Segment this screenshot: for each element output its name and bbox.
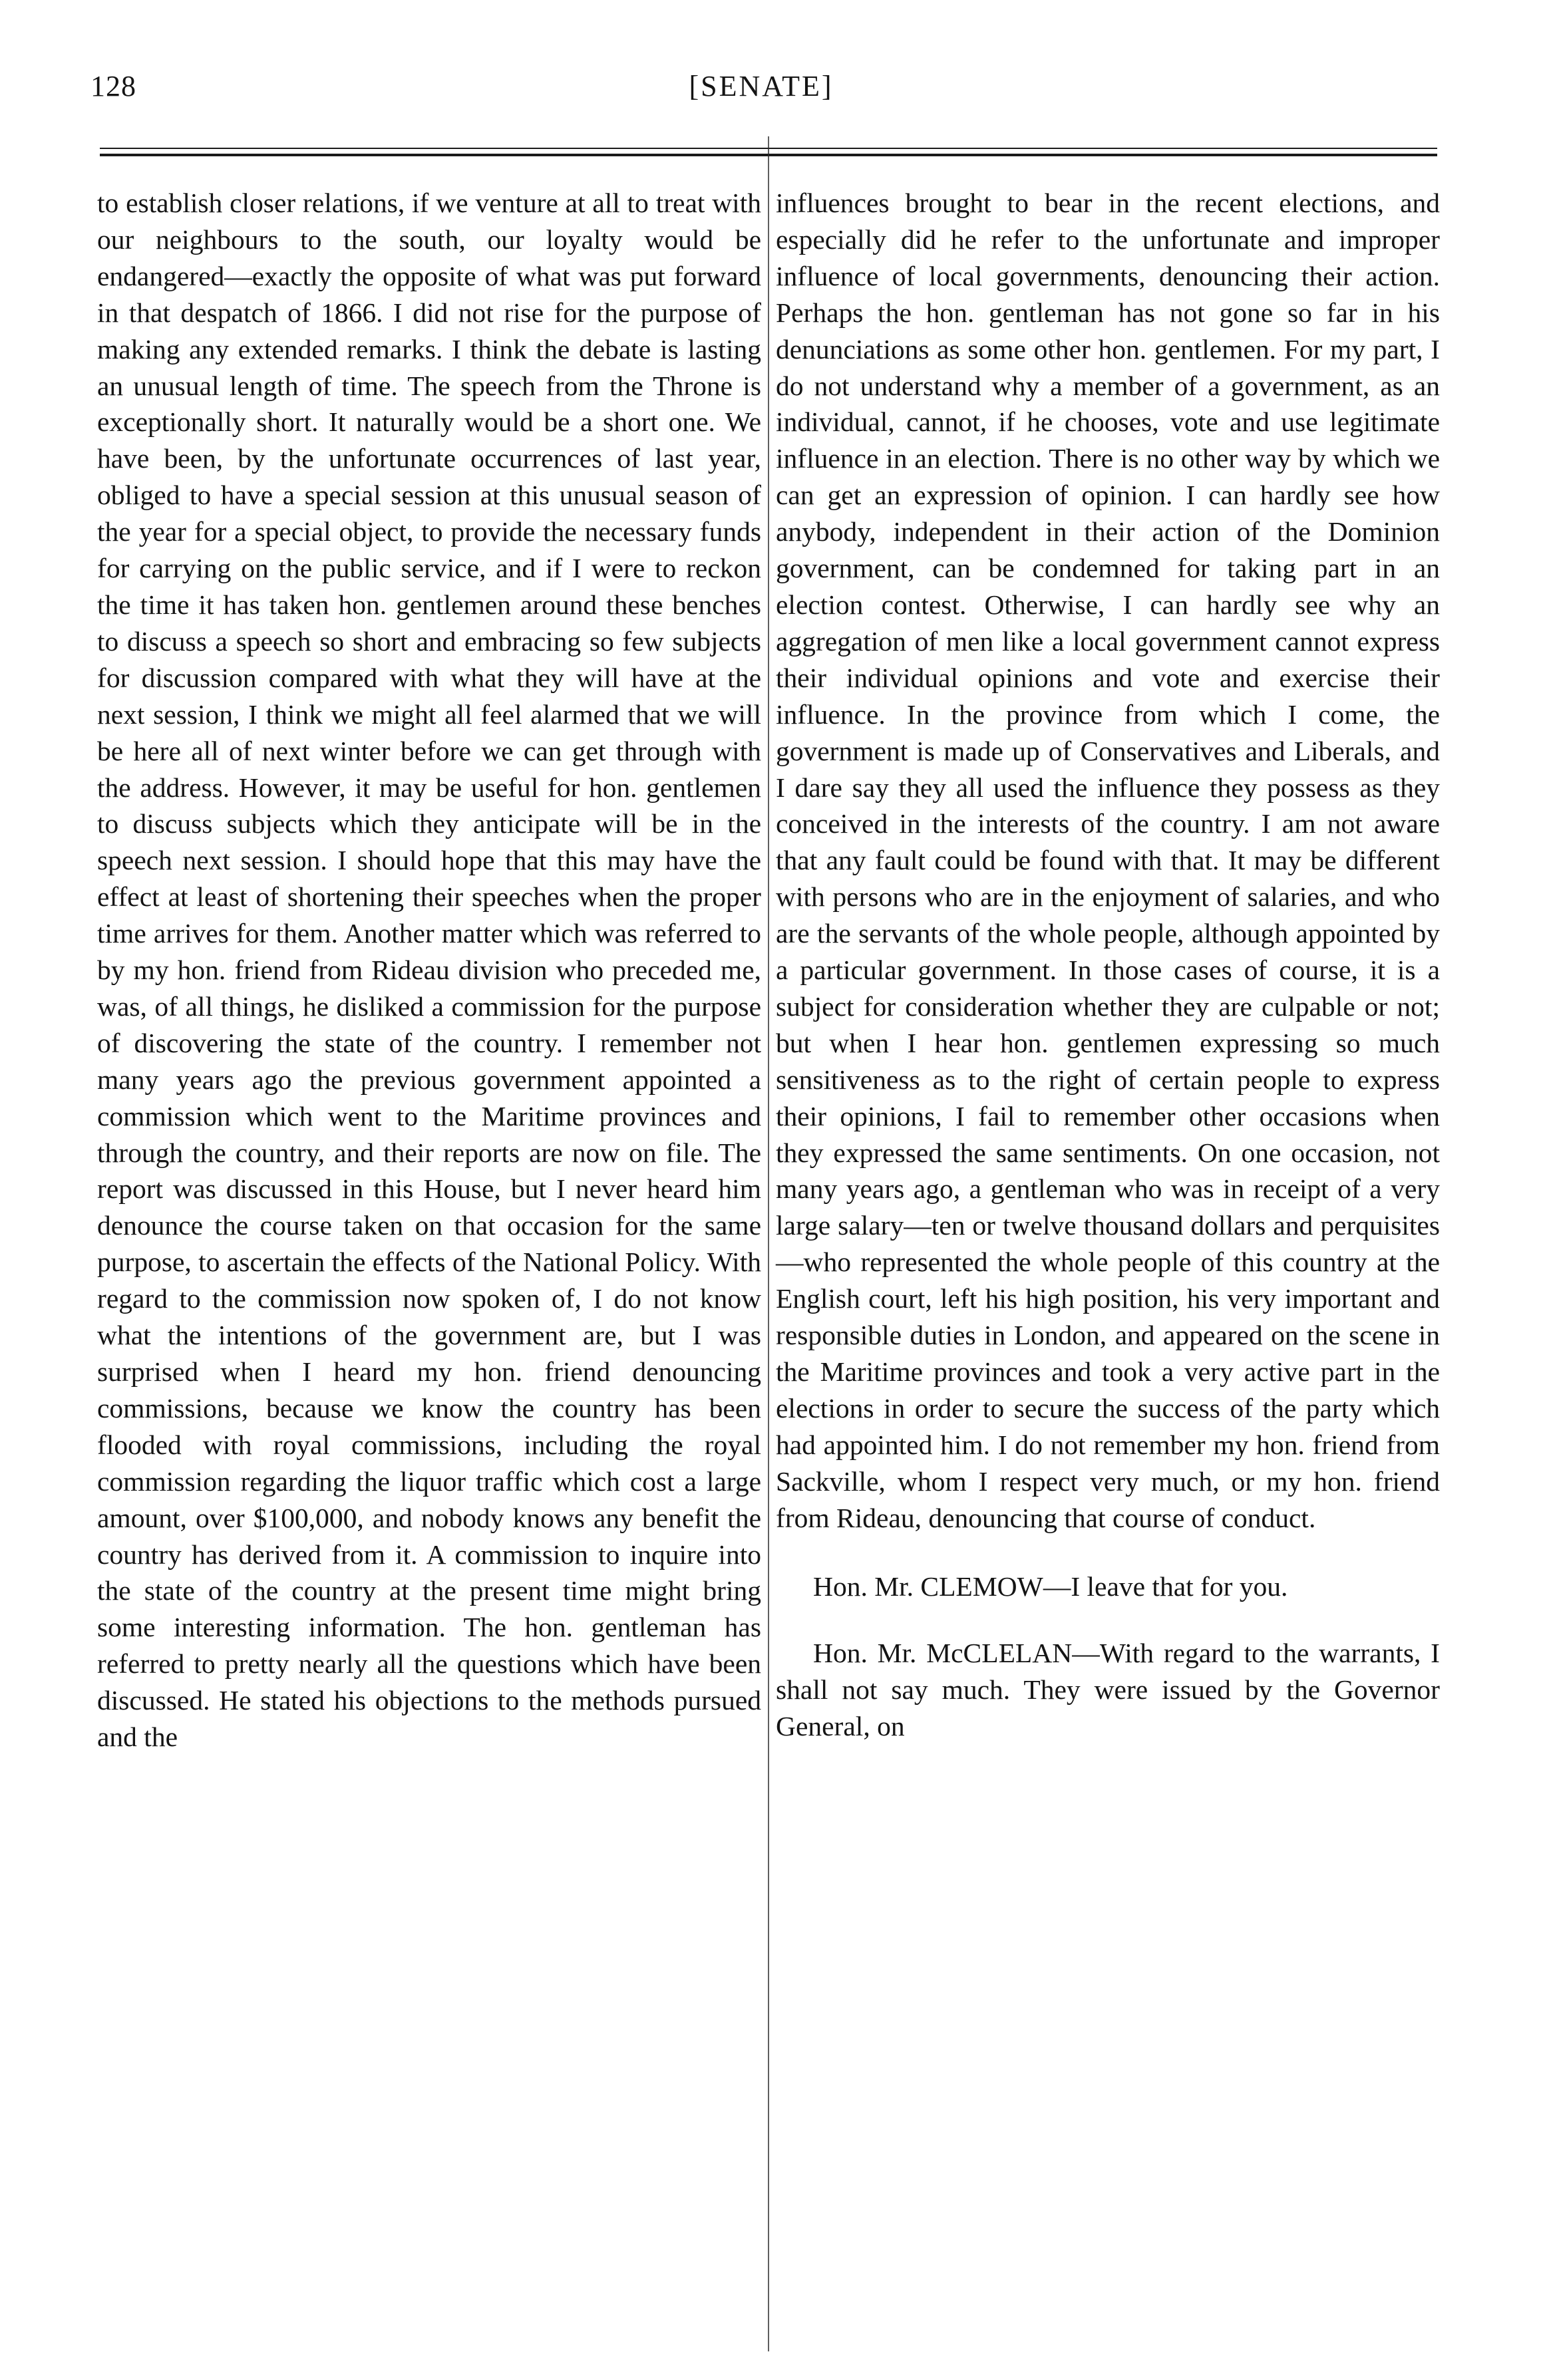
column-divider	[768, 136, 769, 2351]
left-column	[97, 185, 761, 1755]
right-column-paragraph: influences brought to bear in the recent elections, and especially did he refer to the unfortunate and improper influence of local governments, denouncing their action. Perhaps the hon. gentleman has not gone so far in his denunciations as some other hon. gentlemen. For my part, I do not understand why a member of a government, as an individual, cannot, if he chooses, vote and use legitimate influence in an election. There is no other way by which we can get an expression of opinion. I can hardly see how anybody, independent in their action of the Dominion government, can be condemned for taking part in an election contest. Otherwise, I can hardly see why an aggregation of men like a local government cannot express their individual opinions and vote and exercise their influence. In the province from which I come, the government is made up of Conservatives and Liberals, and I dare say they all used the influence they possess as they conceived in the interests of the country. I am not aware that any fault could be found with that. It may be different with persons who are in the enjoyment of salaries, and who are the servants of the whole people, although appointed by a particular government. In those cases of course, it is a subject for consideration whether they are culpable or not; but when I hear hon. gentlemen expressing so much sensitiveness as to the right of certain people to express their opinions, I fail to remember other occasions when they expressed the same sentiments. On one occasion, not many years ago, a gentleman who was in receipt of a very large salary—ten or twelve thousand dollars and perquisites—who represented the whole people of this country at the English court, left his high position, his very important and responsible duties in London, and appeared on the scene in the Maritime provinces and took a very active part in the elections in order to secure the success of the party which had appointed him. I do not remember my hon. friend from Sackville, whom I respect very much, or my hon. friend from Rideau, denouncing that course of conduct.	[776, 188, 1440, 1533]
page-header	[90, 69, 1432, 116]
right-column	[776, 185, 1440, 1745]
page-number: 128	[90, 70, 136, 102]
mcclelan-remark: Hon. Mr. McCLELAN—With regard to the warrants, I shall not say much. They were issued by the Governor General, on	[776, 1638, 1440, 1742]
left-column-paragraph: to establish closer relations, if we venture at all to treat with our neighbours to the south, our loyalty would be endangered—exactly the opposite of what was put forward in that despatch of 1866. I did not rise for the purpose of making any extended remarks. I think the debate is lasting an unusual length of time. The speech from the Throne is exceptionally short. It naturally would be a short one. We have been, by the unfortunate occurrences of last year, obliged to have a special session at this unusual season of the year for a special object, to provide the necessary funds for carrying on the public service, and if I were to reckon the time it has taken hon. gentlemen around these benches to discuss a speech so short and embracing so few subjects for discussion compared with what they will have at the next session, I think we might all feel alarmed that we will be here all of next winter before we can get through with the address. However, it may be useful for hon. gentlemen to discuss subjects which they anticipate will be in the speech next session. I should hope that this may have the effect at least of shortening their speeches when the proper time arrives for them. Another matter which was referred to by my hon. friend from Rideau division who preceded me, was, of all things, he disliked a commission for the purpose of discovering the state of the country. I remember not many years ago the previous government appointed a commission which went to the Maritime provinces and through the country, and their reports are now on file. The report was discussed in this House, but I never heard him denounce the course taken on that occasion for the same purpose, to ascertain the effects of the National Policy. With regard to the commission now spoken of, I do not know what the intentions of the government are, but I was surprised when I heard my hon. friend denouncing commissions, because we know the country has been flooded with royal commissions, including the royal commission regarding the liquor traffic which cost a large amount, over $100,000, and nobody knows any benefit the country has derived from it. A commission to inquire into the state of the country at the present time might bring some interesting information. The hon. gentleman has referred to pretty nearly all the questions which have been discussed. He stated his objections to the methods pursued and the	[97, 188, 761, 1753]
clemow-remark: Hon. Mr. CLEMOW—I leave that for you.	[813, 1570, 1288, 1602]
running-head: [SENATE]	[689, 70, 834, 102]
